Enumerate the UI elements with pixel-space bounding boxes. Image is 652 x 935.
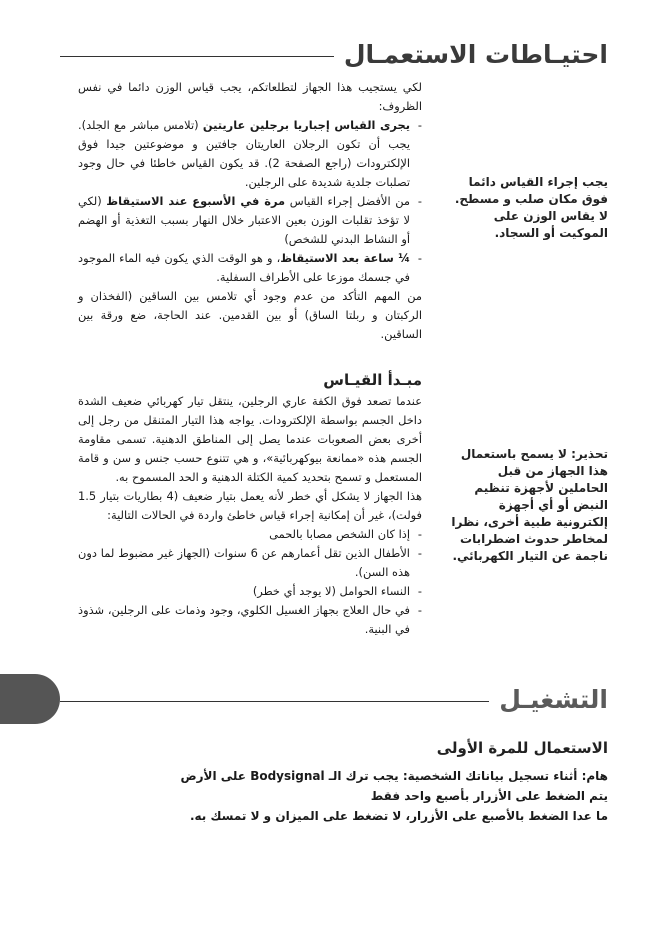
- instruction-line: هام: أثناء تسجيل بياناتك الشخصية: يجب ترك الـ Bodysignal على الأرض: [180, 769, 608, 783]
- list-item: - الأطفال الذين تقل أعمارهم عن 6 سنوات (الجهاز غير مضبوط لما دون هذه السن).: [78, 544, 422, 582]
- bullet-text: من الأفضل إجراء القياس: [285, 194, 410, 208]
- measurement-principle-body: [78, 362, 422, 639]
- side-note-surface: يجب إجراء القياس دائما فوق مكان صلب و مسطح. لا يقاس الوزن على الموكيت أو السجاد.: [454, 175, 608, 240]
- precautions-body: [78, 78, 422, 344]
- first-use-section: [60, 738, 608, 826]
- list-item: - إذا كان الشخص مصابا بالحمى: [78, 525, 422, 544]
- subsection-title: الاستعمال للمرة الأولى: [436, 739, 608, 757]
- safety-paragraph: هذا الجهاز لا يشكل أي خطر لأنه يعمل بتيار ضعيف (4 بطاريات بتيار 1.5 فولت)، غير أن إمكانية إجراء قياس خاطئ واردة في الحالات التالية:: [78, 489, 422, 522]
- bullet-bold-text: يجرى القياس إجباريا برجلين عاريتين: [202, 118, 410, 132]
- header-rule: [60, 701, 489, 702]
- list-item: - في حال العلاج بجهاز الغسيل الكلوي، وجود وذمات على الرجلين، شذوذ في البنية.: [78, 601, 422, 639]
- section-header-operation: [60, 685, 608, 714]
- bullet-bold-text: ¼ ساعة بعد الاستيقاظ: [280, 251, 410, 265]
- instruction-line: ما عدا الضغط بالأصبع على الأزرار، لا تضغط على الميزان و لا تمسك به.: [189, 809, 608, 823]
- precautions-list: [78, 116, 422, 287]
- list-item: [78, 192, 422, 249]
- section-title: احتيـاطات الاستعمـال: [343, 40, 608, 69]
- bullet-text: ، و هو الوقت الذي يكون فيه الماء الموجود في جسمك موزعا على الأطراف السفلية.: [78, 251, 410, 284]
- instruction-line: يتم الضغط على الأزرار بأصبع واحد فقط: [370, 789, 608, 803]
- bullet-bold-text: مرة في الأسبوع عند الاستيقاظ: [106, 194, 286, 208]
- subsection-title: مبـدأ القيـاس: [323, 371, 422, 389]
- bullet-text: (تلامس مباشر مع الجلد). يجب أن تكون الرجلان العاريتان جافتين و موضوعتين جيدا فوق الإلكترودات (راجع الصفحة 2). قد يكون القياس خاطئا في حال وجود تصلبات جلدية شديدة على الرجلين.: [78, 118, 410, 189]
- side-note-warning: تحذير: لا يسمح باستعمال هذا الجهاز من قبل الحاملين لأجهزة تنظيم النبض أو أي أجهزة إلكترونية طبية أخرى، نظرا لمخاطر حدوث اضطرابات ناجمة عن التيار الكهربائي.: [451, 447, 608, 563]
- section-header-precautions: [60, 40, 608, 69]
- exceptions-list: [78, 525, 422, 639]
- bullet-text: (لكي لا تؤخذ تقلبات الوزن بعين الاعتبار خلال النهار بسبب التغذية أو الهضم أو النشاط البدني للشخص): [78, 194, 410, 246]
- list-item: [78, 116, 422, 192]
- list-item: [78, 249, 422, 287]
- closing-paragraph: من المهم التأكد من عدم وجود أي تلامس بين الساقين (الفخذان و الركبتان و ربلتا الساق) أو بين القدمين. عند الحاجة، ضع ورقة بين الساقين.: [78, 289, 422, 341]
- header-rule: [60, 56, 334, 57]
- intro-paragraph: لكي يستجيب هذا الجهاز لتطلعاتكم، يجب قياس الوزن دائما في نفس الظروف:: [78, 80, 422, 113]
- principle-paragraph: عندما تصعد فوق الكفة عاري الرجلين، ينتقل تيار كهربائي ضعيف الشدة داخل الجسم بواسطة الإلكترودات. يواجه هذا التيار المتنقل من رجل إلى أخرى بعض الصعوبات عندما يصل إلى المناطق الدهنية. تسمى مقاومة الجسم هذه «ممانعة بيوكهربائية»، و هي تتنوع حسب جنس و سن و قامة المستعمل و تسمح بتحديد كمية الكتلة الدهنية و الحد المسموح به.: [78, 394, 422, 484]
- section-title: التشغيـل: [499, 685, 608, 714]
- list-item: - النساء الحوامل (لا يوجد أي خطر): [78, 582, 422, 601]
- page-tab-marker: [0, 674, 60, 724]
